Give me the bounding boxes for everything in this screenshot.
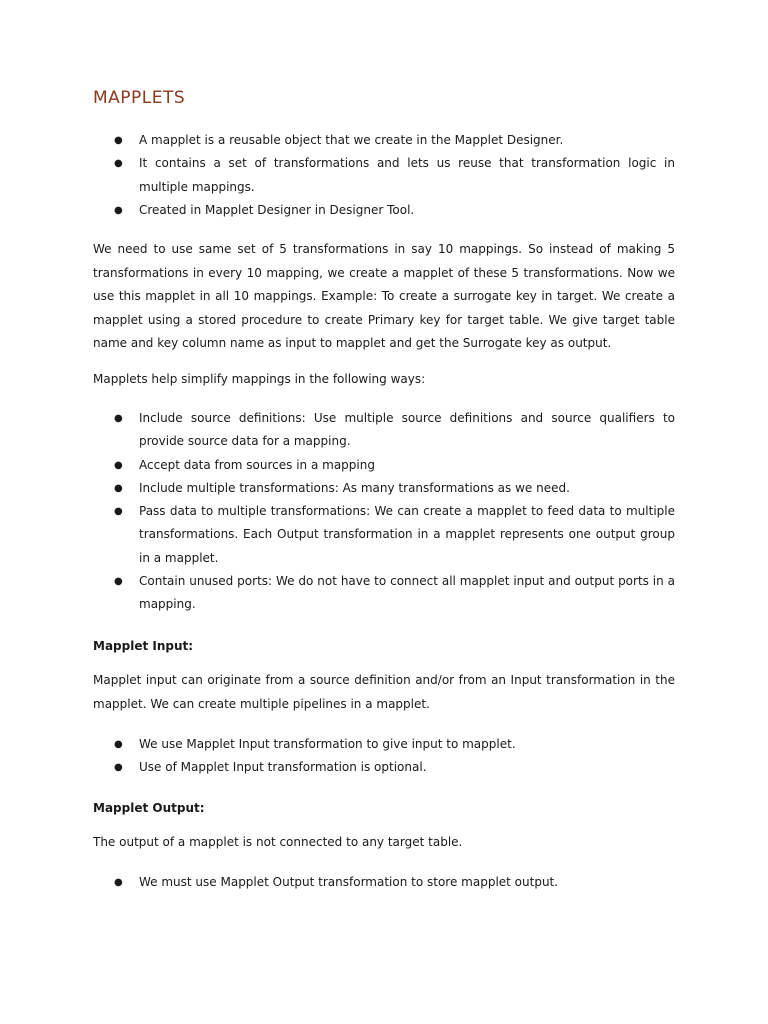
example-paragraph-block [93, 238, 675, 356]
page-title: MAPPLETS [93, 88, 186, 108]
intro-bullet-list [93, 129, 675, 222]
bullet-icon: ● [114, 413, 123, 424]
section-heading: Mapplet Output: [93, 801, 205, 815]
list-item: ● Include source definitions: Use multiple source definitions and source qualifiers to provide source data for a mapping. [93, 407, 675, 454]
bullet-icon: ● [114, 135, 123, 146]
bullet-icon: ● [114, 739, 123, 750]
bullet-icon: ● [114, 482, 123, 494]
list-item: ● Contain unused ports: We do not have to connect all mapplet input and output ports in a mapping. [93, 570, 675, 617]
mapplet-input-paragraph: Mapplet input can originate from a source definition and/or from an Input transformation in the mapplet. We can create multiple pipelines in a mapplet. [93, 673, 675, 711]
list-item: ● It contains a set of transformations and lets us reuse that transformation logic in multiple mappings. [93, 152, 675, 199]
list-item: ● Use of Mapplet Input transformation is optional. [93, 756, 675, 779]
bullet-icon: ● [114, 204, 123, 216]
bullet-icon: ● [114, 459, 123, 471]
list-item: ● A mapplet is a reusable object that we create in the Mapplet Designer. [93, 129, 675, 152]
bullet-icon: ● [114, 762, 123, 774]
ways-bullet-list [93, 407, 675, 617]
intro-ways-block [93, 368, 675, 392]
mapplet-output-paragraph: The output of a mapplet is not connected to any target table. [93, 835, 463, 849]
list-item: ● We must use Mapplet Output transformation to store mapplet output. [93, 871, 675, 894]
example-paragraph: We need to use same set of 5 transformations in say 10 mappings. So instead of making 5 transformations in every 10 mapping, we create a mapplet of these 5 transformations. Now we use this mapplet in all 10 mappings. Example: To create a surrogate key in target. We create a mapplet using a stored procedure to create Primary key for target table. We give target table name and key column name as input to mapplet and get the Surrogate key as output. [93, 242, 675, 351]
list-item: ● Pass data to multiple transformations: We can create a mapplet to feed data to multiple transformations. Each Output transformation in a mapplet represents one output group in a mapplet. [93, 500, 675, 570]
ways-intro-paragraph: Mapplets help simplify mappings in the following ways: [93, 372, 426, 386]
mapplet-input-section [93, 637, 675, 655]
mapplet-input-bullet-list [93, 733, 675, 780]
section-heading: Mapplet Input: [93, 639, 194, 653]
bullet-icon: ● [114, 158, 123, 170]
list-item: ● We use Mapplet Input transformation to give input to mapplet. [93, 733, 675, 756]
bullet-icon: ● [114, 877, 123, 888]
mapplet-output-bullet-list [93, 871, 675, 894]
list-item: ● Accept data from sources in a mapping [93, 454, 675, 477]
mapplet-output-paragraph-block [93, 831, 675, 855]
list-item: ● Include multiple transformations: As many transformations as we need. [93, 477, 675, 500]
mapplet-input-paragraph-block [93, 669, 675, 716]
mapplet-output-section [93, 799, 675, 817]
list-item: ● Created in Mapplet Designer in Designer Tool. [93, 199, 675, 222]
bullet-icon: ● [114, 576, 123, 588]
bullet-icon: ● [114, 506, 123, 518]
